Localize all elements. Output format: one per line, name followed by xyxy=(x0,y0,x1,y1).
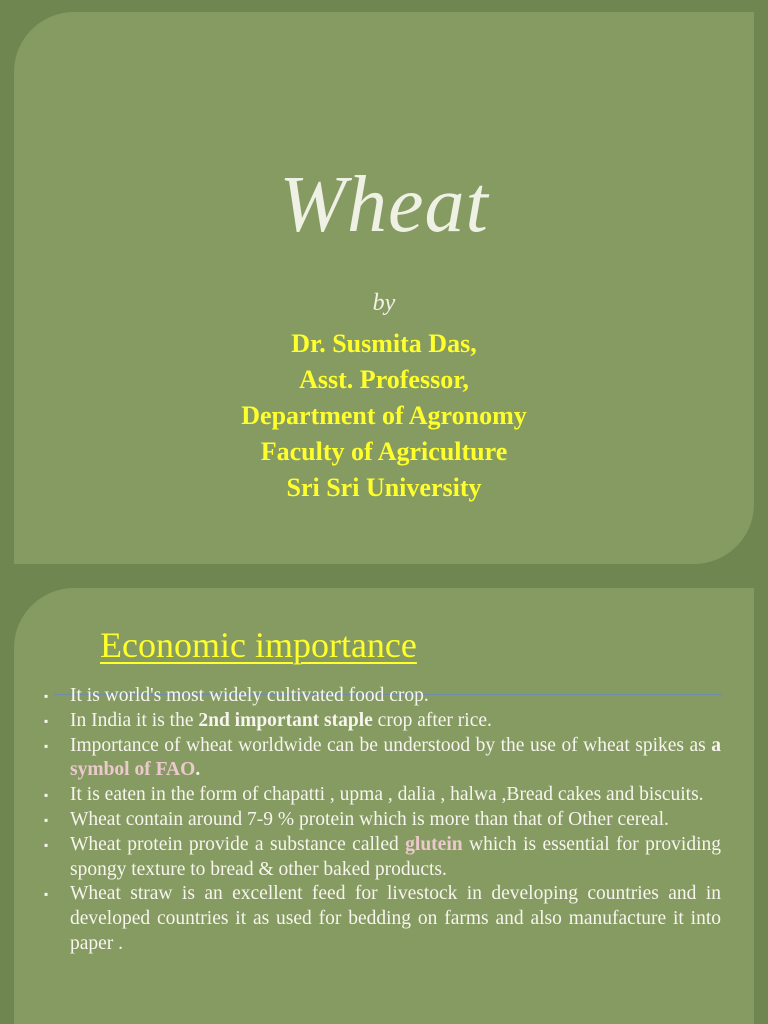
bullet-marker-icon: ▪ xyxy=(44,812,49,827)
bullet-text: In India it is the xyxy=(70,709,199,731)
bullet-text: which is essential for providing spongy texture to bread & other baked products. xyxy=(70,833,722,880)
bullet-marker-icon: ▪ xyxy=(44,689,49,703)
bullet-marker-icon: ▪ xyxy=(44,837,49,852)
bullet-list xyxy=(42,684,721,957)
bullet-item xyxy=(42,833,721,883)
author-university: Sri Sri University xyxy=(286,473,482,502)
bullet-emphasis-text: a xyxy=(711,734,721,756)
bullet-text: It is world's most widely cultivated food crop. xyxy=(70,685,429,706)
bullet-text: Importance of wheat worldwide can be understood by the use of wheat spikes as xyxy=(70,734,712,756)
author-block xyxy=(14,326,754,506)
economic-importance-slide xyxy=(14,588,754,1024)
bullet-emphasis-text: glutein xyxy=(405,833,463,855)
bullet-item xyxy=(42,783,721,808)
title-slide xyxy=(14,12,754,564)
bullet-marker-icon: ▪ xyxy=(44,887,49,902)
bullet-text: crop after rice. xyxy=(372,709,492,731)
bullet-marker-icon: ▪ xyxy=(44,713,49,728)
author-name: Dr. Susmita Das, xyxy=(291,329,477,358)
bullet-text: Wheat protein provide a substance called xyxy=(70,833,406,855)
bullet-emphasis-text: . xyxy=(195,759,201,781)
bullet-text: Wheat contain around 7-9 % protein which is more than that of Other cereal. xyxy=(70,808,669,830)
author-position: Asst. Professor, xyxy=(299,365,469,394)
by-label: by xyxy=(372,290,396,316)
bullet-emphasis-text: symbol of FAO xyxy=(70,759,196,781)
bullet-marker-icon: ▪ xyxy=(44,738,49,753)
bullet-item xyxy=(42,808,721,833)
bullet-item xyxy=(42,709,721,734)
bullet-item xyxy=(42,734,721,784)
bullet-text: Wheat straw is an excellent feed for livestock in developing countries and in developed countries it as used for bedding on farms and also manufacture it into paper . xyxy=(70,883,721,954)
bullet-text: It is eaten in the form of chapatti , upma , dalia , halwa ,Bread cakes and biscuits. xyxy=(70,784,704,806)
bullet-emphasis-text: 2nd important staple xyxy=(198,709,373,731)
bullet-item xyxy=(42,684,721,709)
slide-title: Wheat xyxy=(279,161,489,249)
section-heading: Economic importance xyxy=(100,625,417,665)
author-faculty: Faculty of Agriculture xyxy=(260,437,508,466)
author-department: Department of Agronomy xyxy=(241,401,527,430)
bullet-marker-icon: ▪ xyxy=(44,788,49,803)
bullet-item xyxy=(42,882,721,956)
